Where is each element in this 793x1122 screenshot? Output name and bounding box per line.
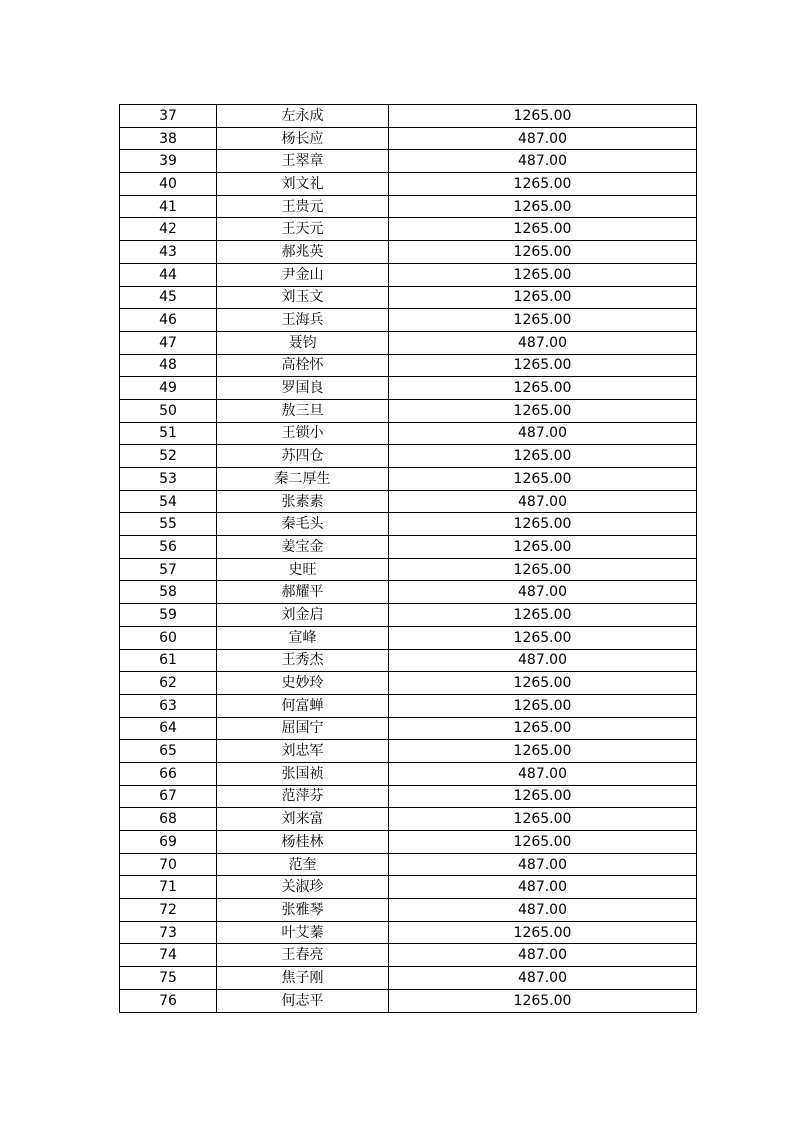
table-row [120,195,697,218]
amount-cell: 1265.00 [389,105,697,128]
row-number-cell: 39 [120,150,217,173]
amount-cell: 1265.00 [389,399,697,422]
name-cell: 史旺 [217,558,389,581]
row-number-cell: 38 [120,127,217,150]
name-cell: 刘忠军 [217,740,389,763]
table-row [120,127,697,150]
name-cell: 王贵元 [217,195,389,218]
row-number-cell: 72 [120,899,217,922]
name-cell: 刘金启 [217,604,389,627]
amount-cell: 1265.00 [389,468,697,491]
table-row [120,263,697,286]
row-number-cell: 55 [120,513,217,536]
amount-cell: 1265.00 [389,173,697,196]
row-number-cell: 61 [120,649,217,672]
name-cell: 叶艾蓁 [217,921,389,944]
table-row [120,831,697,854]
amount-cell: 1265.00 [389,263,697,286]
name-cell: 焦子刚 [217,967,389,990]
amount-cell: 1265.00 [389,309,697,332]
table-row [120,649,697,672]
table-row [120,286,697,309]
row-number-cell: 48 [120,354,217,377]
table-row [120,536,697,559]
amount-cell: 1265.00 [389,921,697,944]
row-number-cell: 45 [120,286,217,309]
table-row [120,173,697,196]
name-cell: 范萍芬 [217,785,389,808]
table-row [120,354,697,377]
amount-cell: 1265.00 [389,558,697,581]
name-cell: 罗国良 [217,377,389,400]
row-number-cell: 63 [120,694,217,717]
name-cell: 张素素 [217,490,389,513]
name-cell: 范奎 [217,853,389,876]
amount-cell: 1265.00 [389,286,697,309]
table-row [120,241,697,264]
table-row [120,626,697,649]
row-number-cell: 41 [120,195,217,218]
amount-cell: 487.00 [389,876,697,899]
name-cell: 杨桂林 [217,831,389,854]
name-cell: 秦毛头 [217,513,389,536]
name-cell: 张雅琴 [217,899,389,922]
amount-cell: 487.00 [389,967,697,990]
row-number-cell: 47 [120,331,217,354]
table-row [120,762,697,785]
amount-cell: 1265.00 [389,626,697,649]
row-number-cell: 68 [120,808,217,831]
name-cell: 何志平 [217,989,389,1012]
name-cell: 刘来富 [217,808,389,831]
table-row [120,853,697,876]
name-cell: 何富蝉 [217,694,389,717]
roster-table-body [120,105,697,1013]
name-cell: 姜宝金 [217,536,389,559]
name-cell: 王天元 [217,218,389,241]
row-number-cell: 62 [120,672,217,695]
amount-cell: 1265.00 [389,740,697,763]
amount-cell: 1265.00 [389,808,697,831]
row-number-cell: 56 [120,536,217,559]
table-row [120,309,697,332]
row-number-cell: 75 [120,967,217,990]
name-cell: 刘玉文 [217,286,389,309]
table-row [120,513,697,536]
amount-cell: 1265.00 [389,831,697,854]
amount-cell: 1265.00 [389,785,697,808]
row-number-cell: 50 [120,399,217,422]
row-number-cell: 66 [120,762,217,785]
name-cell: 尹金山 [217,263,389,286]
row-number-cell: 43 [120,241,217,264]
amount-cell: 1265.00 [389,377,697,400]
row-number-cell: 57 [120,558,217,581]
name-cell: 高栓怀 [217,354,389,377]
amount-cell: 1265.00 [389,241,697,264]
table-row [120,150,697,173]
name-cell: 关淑珍 [217,876,389,899]
amount-cell: 487.00 [389,944,697,967]
name-cell: 刘文礼 [217,173,389,196]
row-number-cell: 54 [120,490,217,513]
row-number-cell: 71 [120,876,217,899]
name-cell: 王海兵 [217,309,389,332]
row-number-cell: 59 [120,604,217,627]
amount-cell: 1265.00 [389,717,697,740]
table-row [120,876,697,899]
amount-cell: 1265.00 [389,694,697,717]
table-row [120,581,697,604]
row-number-cell: 70 [120,853,217,876]
row-number-cell: 73 [120,921,217,944]
amount-cell: 1265.00 [389,354,697,377]
name-cell: 宣峰 [217,626,389,649]
row-number-cell: 46 [120,309,217,332]
row-number-cell: 74 [120,944,217,967]
table-row [120,672,697,695]
row-number-cell: 65 [120,740,217,763]
table-row [120,967,697,990]
name-cell: 秦二厚生 [217,468,389,491]
name-cell: 敖三旦 [217,399,389,422]
amount-cell: 487.00 [389,127,697,150]
table-row [120,218,697,241]
row-number-cell: 49 [120,377,217,400]
name-cell: 王秀杰 [217,649,389,672]
amount-cell: 487.00 [389,581,697,604]
name-cell: 王锁小 [217,422,389,445]
amount-cell: 487.00 [389,422,697,445]
name-cell: 郝耀平 [217,581,389,604]
amount-cell: 1265.00 [389,604,697,627]
row-number-cell: 76 [120,989,217,1012]
row-number-cell: 52 [120,445,217,468]
roster-table [119,104,697,1013]
name-cell: 史妙玲 [217,672,389,695]
row-number-cell: 58 [120,581,217,604]
amount-cell: 487.00 [389,150,697,173]
table-row [120,558,697,581]
amount-cell: 487.00 [389,649,697,672]
row-number-cell: 44 [120,263,217,286]
row-number-cell: 42 [120,218,217,241]
amount-cell: 1265.00 [389,536,697,559]
table-row [120,808,697,831]
name-cell: 张国祯 [217,762,389,785]
table-row [120,490,697,513]
name-cell: 苏四仓 [217,445,389,468]
amount-cell: 1265.00 [389,195,697,218]
amount-cell: 487.00 [389,331,697,354]
table-row [120,468,697,491]
amount-cell: 487.00 [389,490,697,513]
amount-cell: 1265.00 [389,218,697,241]
table-row [120,377,697,400]
table-row [120,944,697,967]
row-number-cell: 60 [120,626,217,649]
table-row [120,694,697,717]
table-row [120,445,697,468]
amount-cell: 1265.00 [389,989,697,1012]
table-row [120,989,697,1012]
row-number-cell: 51 [120,422,217,445]
table-row [120,604,697,627]
table-row [120,921,697,944]
amount-cell: 1265.00 [389,445,697,468]
amount-cell: 487.00 [389,853,697,876]
row-number-cell: 64 [120,717,217,740]
table-row [120,422,697,445]
table-row [120,399,697,422]
amount-cell: 487.00 [389,762,697,785]
row-number-cell: 67 [120,785,217,808]
table-row [120,899,697,922]
row-number-cell: 69 [120,831,217,854]
name-cell: 郝兆英 [217,241,389,264]
table-row [120,717,697,740]
name-cell: 王春亮 [217,944,389,967]
name-cell: 王翠章 [217,150,389,173]
table-row [120,331,697,354]
table-row [120,105,697,128]
name-cell: 聂钧 [217,331,389,354]
table-row [120,740,697,763]
table-row [120,785,697,808]
row-number-cell: 37 [120,105,217,128]
amount-cell: 487.00 [389,899,697,922]
name-cell: 左永成 [217,105,389,128]
name-cell: 屈国宁 [217,717,389,740]
amount-cell: 1265.00 [389,672,697,695]
name-cell: 杨长应 [217,127,389,150]
row-number-cell: 53 [120,468,217,491]
amount-cell: 1265.00 [389,513,697,536]
row-number-cell: 40 [120,173,217,196]
